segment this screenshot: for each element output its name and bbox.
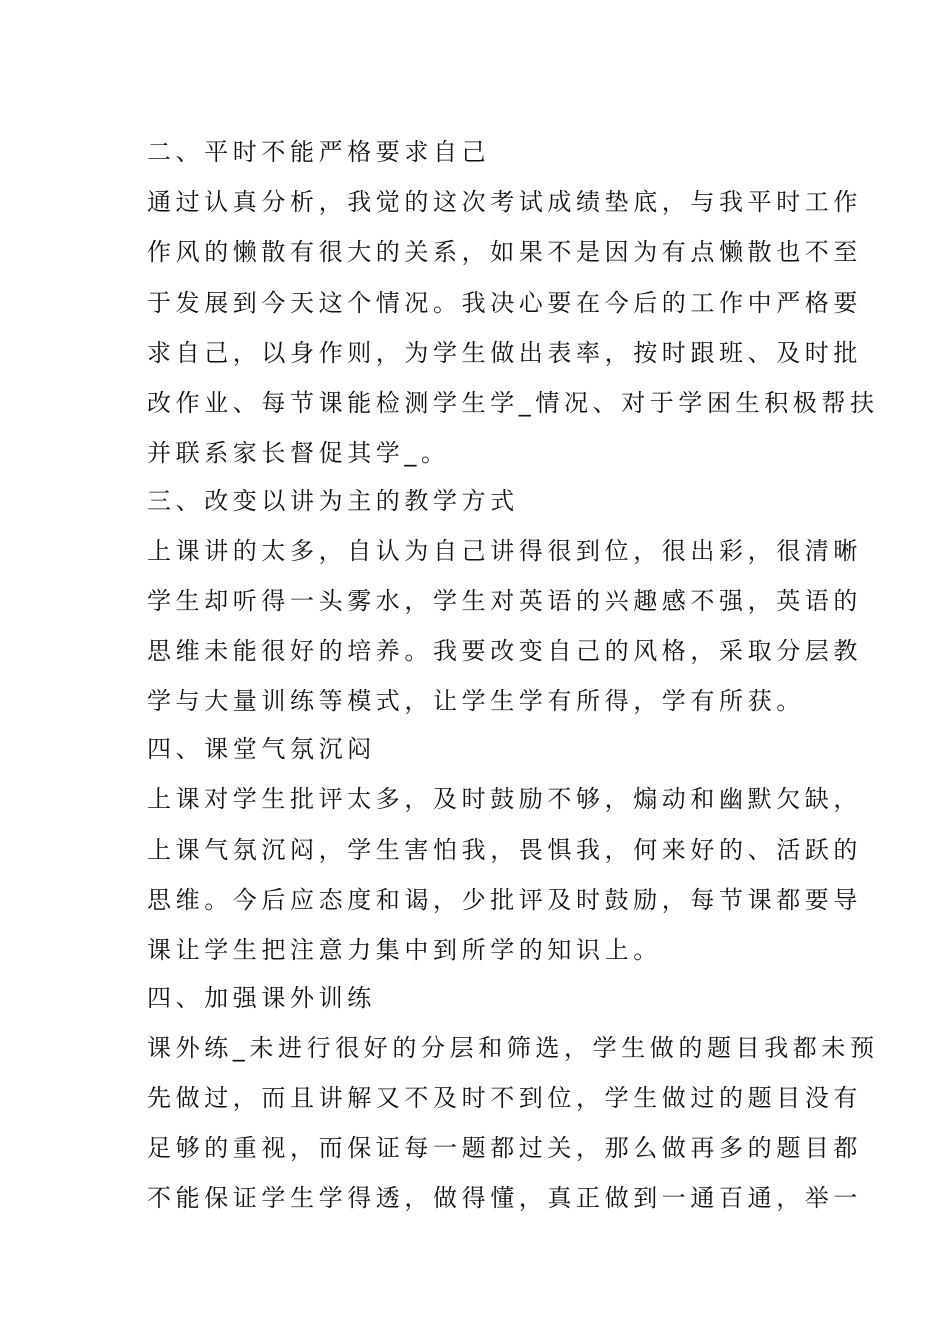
- paragraph-line: 不能保证学生学得透，做得懂，真正做到一通百通，举一: [147, 1184, 862, 1212]
- heading-4b: 四、加强课外训练: [147, 984, 376, 1012]
- paragraph-line: 先做过，而且讲解又不及时不到位，学生做过的题目没有: [147, 1084, 862, 1112]
- paragraph-line: 足够的重视，而保证每一题都过关，那么做再多的题目都: [147, 1134, 862, 1162]
- paragraph-line: 上课气氛沉闷，学生害怕我，畏惧我，何来好的、活跃的: [147, 836, 862, 864]
- paragraph-line: 学与大量训练等模式，让学生学有所得，学有所获。: [147, 687, 805, 715]
- heading-2: 二、平时不能严格要求自己: [147, 138, 491, 166]
- paragraph-line: 思维未能很好的培养。我要改变自己的风格，采取分层教: [147, 637, 862, 665]
- paragraph-line: 作风的懒散有很大的关系，如果不是因为有点懒散也不至: [147, 238, 862, 266]
- paragraph-line: 课外练_未进行很好的分层和筛选，学生做的题目我都未预: [147, 1034, 879, 1062]
- paragraph-line: 上课讲的太多，自认为自己讲得很到位，很出彩，很清晰: [147, 537, 862, 565]
- paragraph-line: 上课对学生批评太多，及时鼓励不够，煽动和幽默欠缺，: [147, 785, 862, 813]
- paragraph-line: 并联系家长督促其学_。: [147, 439, 450, 467]
- paragraph-line: 课让学生把注意力集中到所学的知识上。: [147, 936, 662, 964]
- paragraph-line: 求自己，以身作则，为学生做出表率，按时跟班、及时批: [147, 339, 862, 367]
- paragraph-line: 通过认真分析，我觉的这次考试成绩垫底，与我平时工作: [147, 188, 862, 216]
- paragraph-line: 思维。今后应态度和谒，少批评及时鼓励，每节课都要导: [147, 886, 862, 914]
- heading-4: 四、课堂气氛沉闷: [147, 735, 376, 763]
- paragraph-line: 于发展到今天这个情况。我决心要在今后的工作中严格要: [147, 289, 862, 317]
- heading-3: 三、改变以讲为主的教学方式: [147, 487, 519, 515]
- paragraph-line: 改作业、每节课能检测学生学_情况、对于学困生积极帮扶: [147, 389, 879, 417]
- paragraph-line: 学生却听得一头雾水，学生对英语的兴趣感不强，英语的: [147, 587, 862, 615]
